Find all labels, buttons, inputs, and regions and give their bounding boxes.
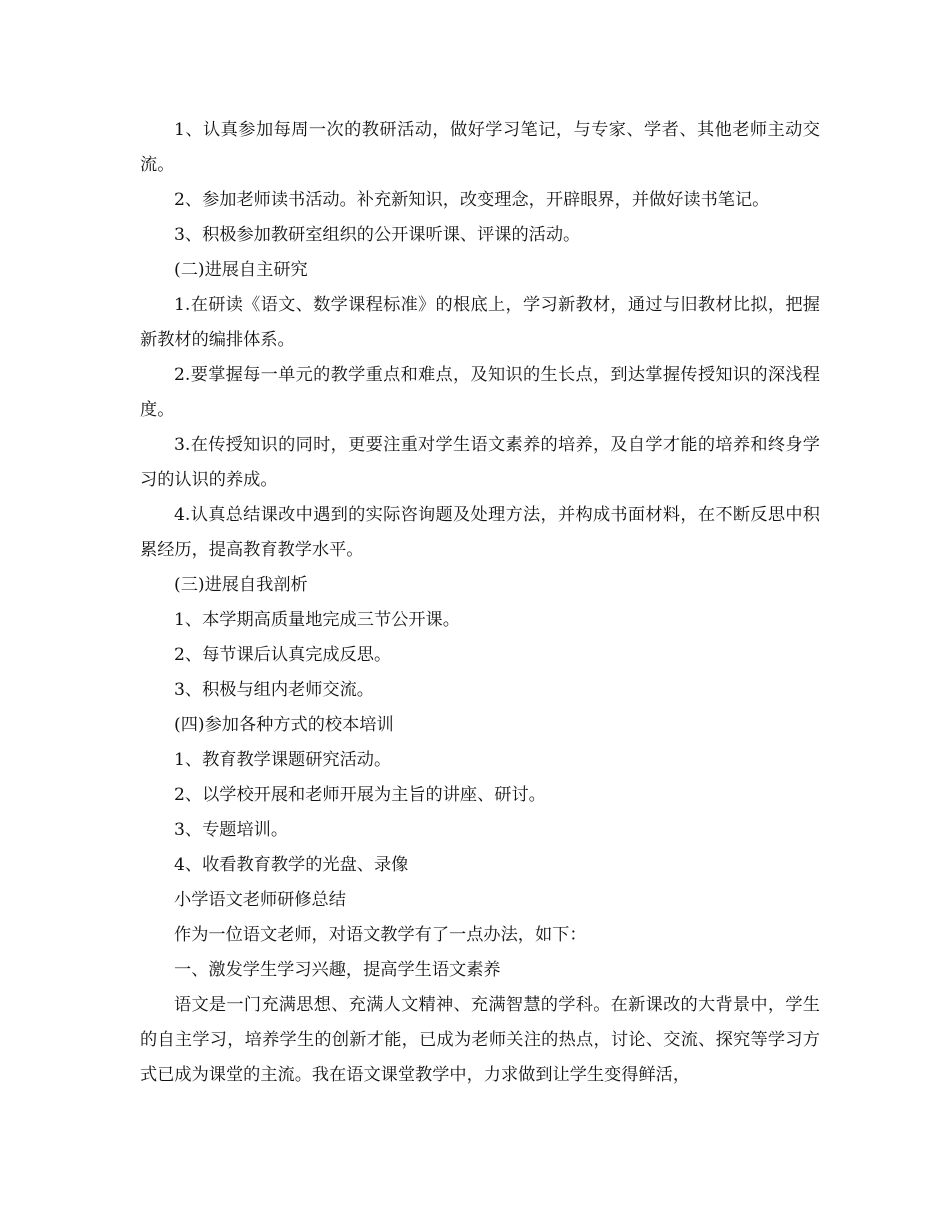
- paragraph-12: 2、以学校开展和老师开展为主旨的讲座、研讨。: [174, 785, 546, 805]
- paragraph-4: 1.在研读《语文、数学课程标准》的根底上，学习新教材，通过与旧教材比拟，把握新教材的编排体系。: [140, 295, 820, 350]
- paragraph-6: 3.在传授知识的同时，更要注重对学生语文素养的培养，及自学才能的培养和终身学习的认识的养成。: [140, 435, 820, 490]
- paragraph-11: 1、教育教学课题研究活动。: [174, 750, 392, 770]
- paragraph-2: 2、参加老师读书活动。补充新知识，改变理念，开辟眼界，并做好读书笔记。: [174, 190, 770, 210]
- section-heading-3: (三)进展自我剖析: [174, 575, 308, 595]
- paragraph-13: 3、专题培训。: [174, 820, 289, 840]
- paragraph-16: 语文是一门充满思想、充满人文精神、充满智慧的学科。在新课改的大背景中，学生的自主学习，培养学生的创新才能，已成为老师关注的热点，讨论、交流、探究等学习方式已成为课堂的主流。我在语文课堂教学中，力求做到让学生变得鲜活，: [140, 995, 820, 1085]
- paragraph-8: 1、本学期高质量地完成三节公开课。: [174, 610, 460, 630]
- section-heading-4: (四)参加各种方式的校本培训: [174, 715, 394, 735]
- paragraph-10: 3、积极与组内老师交流。: [174, 680, 374, 700]
- section-heading-2: (二)进展自主研究: [174, 260, 308, 280]
- section-heading-5: 一、激发学生学习兴趣，提高学生语文素养: [174, 960, 501, 980]
- document-body: [140, 113, 820, 1093]
- paragraph-9: 2、每节课后认真完成反思。: [174, 645, 392, 665]
- summary-title: 小学语文老师研修总结: [174, 890, 346, 910]
- paragraph-14: 4、收看教育教学的光盘、录像: [174, 855, 409, 875]
- paragraph-7: 4.认真总结课改中遇到的实际咨询题及处理方法，并构成书面材料，在不断反思中积累经历，提高教育教学水平。: [140, 505, 820, 560]
- paragraph-1: 1、认真参加每周一次的教研活动，做好学习笔记，与专家、学者、其他老师主动交流。: [140, 120, 820, 175]
- paragraph-15: 作为一位语文老师，对语文教学有了一点办法，如下：: [174, 925, 587, 945]
- paragraph-3: 3、积极参加教研室组织的公开课听课、评课的活动。: [174, 225, 581, 245]
- paragraph-5: 2.要掌握每一单元的教学重点和难点，及知识的生长点，到达掌握传授知识的深浅程度。: [140, 365, 820, 420]
